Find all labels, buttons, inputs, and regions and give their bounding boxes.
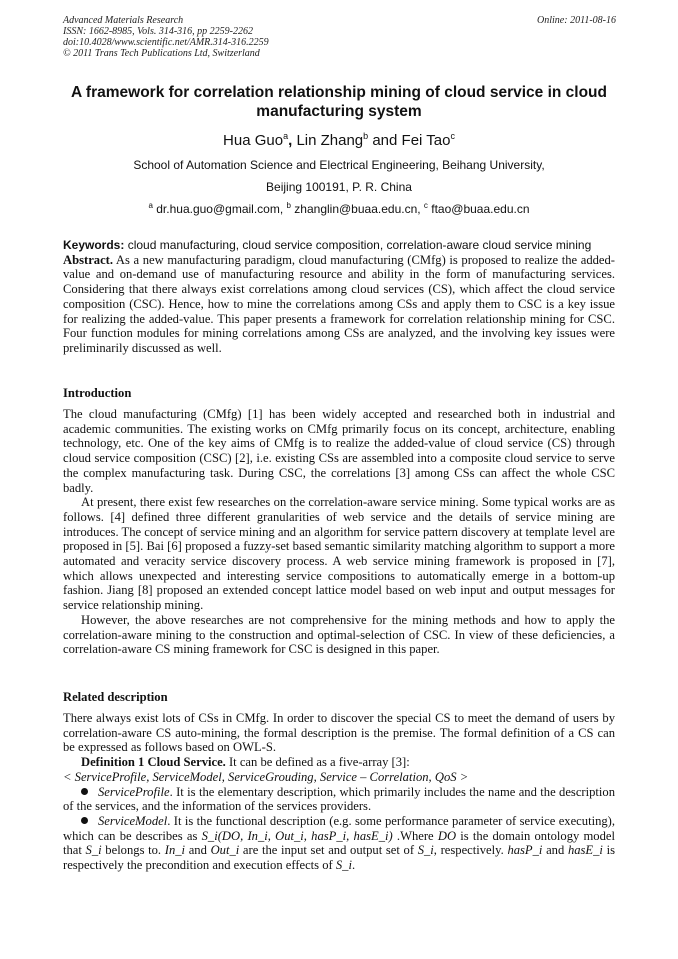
journal-issn: ISSN: 1662-8985, Vols. 314-316, pp 2259-2262: [63, 26, 253, 37]
author-name: Hua Guo: [223, 132, 284, 149]
author-separator: ,: [288, 132, 297, 149]
author-separator: and: [368, 132, 402, 149]
introduction-body: [63, 407, 615, 657]
abstract: [63, 253, 615, 356]
author-affil-mark: a: [283, 131, 289, 141]
online-date: Online: 2011-08-16: [537, 15, 616, 26]
bullet-term: ServiceModel: [98, 813, 168, 828]
abstract-text: As a new manufacturing paradigm, cloud manufacturing (CMfg) is proposed to realize the added-value and on-demand use of manufacturing resource and ability in the form of manufacturing services. Considering that there always exist correlations among cloud services (CS), which affect the cloud service composition (CSC). Hence, how to mine the correlations among CSs and apply them to CSC is a key issue for realizing the added-value. This paper presents a framework for correlation relationship mining for CSC. Four function modules for mining correlations among CSs are analyzed, and the involving key issues were preliminarily discussed as well.: [63, 252, 615, 355]
journal-doi: doi:10.4028/www.scientific.net/AMR.314-316.2259: [63, 37, 269, 48]
bullet-text: belongs to.: [101, 843, 165, 858]
paper-title: [60, 83, 618, 121]
affiliation-line-2: Beijing 100191, P. R. China: [266, 180, 412, 194]
definition-text: It can be defined as a five-array [3]:: [225, 755, 410, 770]
paper-title-line-2: manufacturing system: [256, 103, 422, 120]
email-text: zhanglin@buaa.edu.cn,: [290, 202, 424, 216]
bullet-text: and: [542, 843, 568, 858]
author-affil-mark: b: [363, 131, 369, 141]
author-affil-mark: c: [450, 131, 455, 141]
bullet-icon: [81, 817, 88, 824]
email-mark: b: [286, 201, 291, 210]
definition-label: Definition 1 Cloud Service.: [81, 755, 226, 770]
bullet-text: .Where: [392, 828, 438, 843]
author-name: Lin Zhang: [296, 132, 364, 149]
email-mark: a: [148, 201, 153, 210]
section-heading-introduction: Introduction: [63, 386, 132, 400]
email-mark: c: [423, 201, 428, 210]
formula: S_i(DO, In_i, Out_i, hasP_i, hasE_i): [201, 828, 393, 843]
bullet-text: , respectively.: [433, 843, 508, 858]
email-text: dr.hua.guo@gmail.com,: [152, 202, 287, 216]
bullet-text: are the input set and output set of: [239, 843, 418, 858]
author-emails: [0, 201, 678, 216]
author-name: Fei Tao: [401, 132, 451, 149]
paragraph: However, the above researches are not comprehensive for the mining methods and how to apply the correlation-aware mining to the construction and optimal-selection of CSC. In view of these deficiencies, a correlation-aware CS mining framework for CSC is designed in this paper.: [63, 612, 615, 657]
formula: S_i: [85, 843, 102, 858]
paragraph: There always exist lots of CSs in CMfg. In order to discover the special CS to meet the demand of users by correlation-aware CS auto-mining, the formal description is the premise. The formal definition of a CS can be expressed as follows based on OWL-S.: [63, 711, 615, 755]
section-heading-related: Related description: [63, 690, 168, 704]
email-text: ftao@buaa.edu.cn: [427, 202, 530, 216]
formula: hasE_i: [567, 843, 603, 858]
formula: S_i: [417, 843, 434, 858]
formula: DO: [437, 828, 457, 843]
bullet-term: ServiceProfile: [98, 784, 170, 799]
five-array-tuple: < ServiceProfile, ServiceModel, ServiceGrouding, Service – Correlation, QoS >: [63, 769, 469, 784]
bullet-item: [63, 785, 615, 814]
bullet-text: and: [185, 843, 211, 858]
keywords: [63, 238, 615, 253]
bullet-text: is respectively the precondition and execution effects of: [63, 843, 615, 873]
journal-header: [63, 15, 269, 59]
journal-name: Advanced Materials Research: [63, 15, 184, 26]
affiliation-line-1: School of Automation Science and Electrical Engineering, Beihang University,: [133, 158, 545, 172]
author-list: [0, 131, 678, 149]
paragraph: At present, there exist few researches on the correlation-aware service mining. Some typical works are as follows. [4] defined three different granularities of web service and the details of service mining are introduces. The concept of service mining and an algorithm for service pattern discovery at template level are proposed in [5]. Bai [6] proposed a fuzzy-set based semantic similarity matching algorithm to support a more automated and veracity service discovery process. A web service mining framework is proposed in [7], which allows unexpected and interesting service compositions to automatically emerge in a bottom-up fashion. Jiang [8] proposed an extended concept lattice model based on web input and output messages for service relationship mining.: [63, 495, 615, 613]
bullet-item: [63, 814, 615, 873]
formula: Out_i: [210, 843, 240, 858]
bullet-icon: [81, 788, 88, 795]
bullet-text: .: [351, 858, 356, 873]
bullet-text: . It is the elementary description, which primarily includes the name and the description of the services, and the information of the services providers.: [63, 784, 615, 814]
paragraph: The cloud manufacturing (CMfg) [1] has been widely accepted and researched both in industrial and academic communities. The existing works on CMfg primarily focus on its concept, architecture, enabling technology, etc. One of the key aims of CMfg is to realize the added-value of cloud service (CS) through cloud service composition (CSC) [2], i.e. existing CSs are assembled into a composite cloud service to serve the complex manufacturing task. During CSC, the correlations [3] among CSs can affect the whole CSC badly.: [63, 407, 615, 495]
paper-title-line-1: A framework for correlation relationship mining of cloud service in cloud: [71, 84, 607, 101]
formula: In_i: [164, 843, 186, 858]
abstract-label: Abstract.: [63, 252, 114, 267]
keywords-label: Keywords:: [63, 238, 125, 252]
formula: hasP_i: [507, 843, 543, 858]
definition: [63, 755, 615, 770]
front-matter: [63, 238, 615, 356]
bullet-text: is the domain ontology model that: [63, 828, 615, 858]
journal-copyright: © 2011 Trans Tech Publications Ltd, Switzerland: [63, 48, 260, 59]
bullet-text: . It is the functional description (e.g. some performance parameter of service executing), which can be describes as: [63, 813, 615, 843]
keywords-text: cloud manufacturing, cloud service composition, correlation-aware cloud service mining: [124, 238, 592, 252]
related-body: [63, 711, 615, 873]
formula: S_i: [335, 858, 352, 873]
